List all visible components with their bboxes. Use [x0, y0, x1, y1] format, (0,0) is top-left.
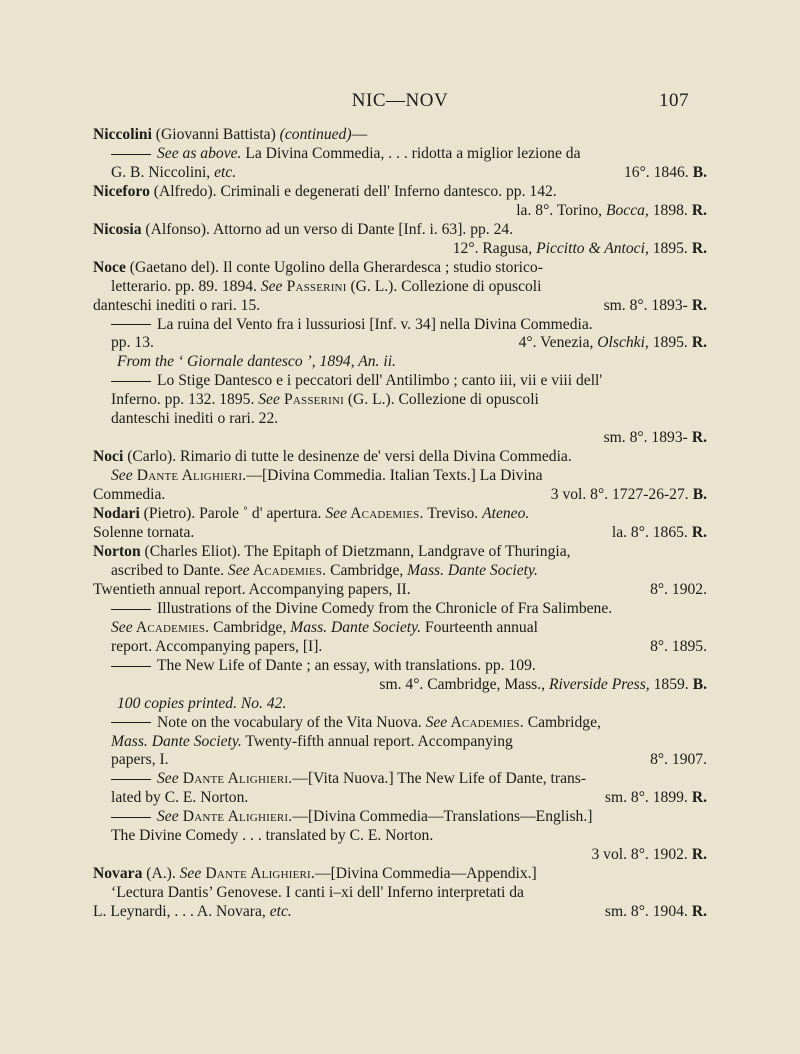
ditto-rule: [111, 666, 151, 667]
entry-norton-vocabulary: Note on the vocabulary of the Vita Nuova. See Academies. Cambridge, Mass. Dante Society. Twenty-fifth annual report. Accompanying papers, I. 8°. 1907.: [111, 713, 707, 769]
bibliography-entries: [93, 126, 707, 922]
entry-norton-illustrations: Illustrations of the Divine Comedy from the Chronicle of Fra Salimbene. See Academies. Cambridge, Mass. Dante Society. Fourteenth annual report. Accompanying papers, [I]. 8°. 1895.: [111, 599, 707, 655]
ditto-rule: [111, 154, 151, 155]
entry-novara: Novara (A.). See Dante Alighieri.—[Divina Commedia—Appendix.] ‘Lectura Dantis’ Genovese. I canti i–xi dell' Inferno interpretati da L. Leynardi, . . . A. Novara, etc. sm. 8°. 1904. R.: [93, 865, 707, 921]
ditto-rule: [111, 722, 151, 723]
running-title: NIC—NOV: [351, 90, 449, 111]
ditto-rule: [111, 609, 151, 610]
entry-noce: Noce (Gaetano del). Il conte Ugolino della Gherardesca ; studio storico- letterario. pp. 89. 1894. See Passerini (G. L.). Collezione di opuscoli danteschi inediti o rari. 15. sm. 8°. 1893- R.: [93, 258, 707, 314]
entry-norton-divine-comedy: See Dante Alighieri.—[Divina Commedia—Translations—English.] The Divine Comedy . . . translated by C. E. Norton. 3 vol. 8°. 1902. R.: [111, 808, 707, 864]
ditto-rule: [111, 817, 151, 818]
entry-noce-stige: Lo Stige Dantesco e i peccatori dell' Antilimbo ; canto iii, vii e viii dell' Inferno. pp. 132. 1895. See Passerini (G. L.). Collezione di opuscoli danteschi inediti o rari. 22. sm. 8°. 1893- R.: [111, 372, 707, 447]
entry-nicosia: Nicosia (Alfonso). Attorno ad un verso di Dante [Inf. i. 63]. pp. 24. 12°. Ragusa, Piccitto & Antoci, 1895. R.: [93, 220, 707, 257]
entry-niccolini-sub: See as above. La Divina Commedia, . . . ridotta a miglior lezione da G. B. Niccolini, etc. 16°. 1846. B.: [111, 144, 707, 181]
entry-niccolini: Niccolini (Giovanni Battista) (continued)—: [93, 126, 368, 143]
entry-norton-new-life: The New Life of Dante ; an essay, with translations. pp. 109. sm. 4°. Cambridge, Mass., Riverside Press, 1859. B. 100 copies printed. No. 42.: [93, 657, 707, 714]
ditto-rule: [111, 779, 151, 780]
entry-nodari: Nodari (Pietro). Parole ˚ d' apertura. See Academies. Treviso. Ateneo. Solenne tornata. la. 8°. 1865. R.: [93, 505, 707, 542]
running-head: [0, 90, 800, 114]
entry-niceforo: Niceforo (Alfredo). Criminali e degenerati dell' Inferno dantesco. pp. 142. la. 8°. Torino, Bocca, 1898. R.: [93, 182, 707, 219]
ditto-rule: [111, 381, 151, 382]
entry-noci: Noci (Carlo). Rimario di tutte le desinenze de' versi della Divina Commedia. See Dante Alighieri.—[Divina Commedia. Italian Texts.] La Divina Commedia. 3 vol. 8°. 1727-26-27. B.: [93, 448, 707, 504]
entry-noce-ruina: La ruina del Vento fra i lussuriosi [Inf. v. 34] nella Divina Commedia. pp. 13. 4°. Venezia, Olschki, 1895. R. From the ‘ Giornale dantesco ’, 1894, An. ii.: [111, 315, 707, 371]
entry-norton: Norton (Charles Eliot). The Epitaph of Dietzmann, Landgrave of Thuringia, ascribed to Dante. See Academies. Cambridge, Mass. Dante Society. Twentieth annual report. Accompanying papers, II. 8°. 1902.: [93, 542, 707, 598]
page-number: 107: [659, 90, 689, 111]
ditto-rule: [111, 324, 151, 325]
entry-norton-vita-nuova: See Dante Alighieri.—[Vita Nuova.] The New Life of Dante, trans- lated by C. E. Norton. sm. 8°. 1899. R.: [111, 770, 707, 807]
